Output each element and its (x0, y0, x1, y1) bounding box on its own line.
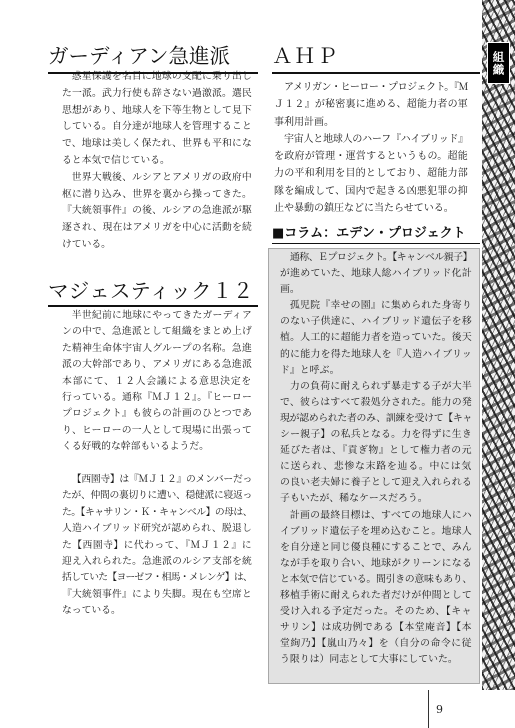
paragraph (62, 308, 252, 456)
paragraph (280, 508, 472, 669)
text-line: 計画の最終目標は、すべての地球人にハ (289, 509, 472, 521)
text-line: なっている。 (62, 605, 121, 617)
text-line: たが、仲間の裏切りに遭い、穏健派に寝返っ (62, 490, 252, 502)
text-line: サリン】は成功例である【本堂庵音】【本 (280, 622, 472, 634)
text-line: 現が認められた者のみ、訓練を受けて【キャ (280, 412, 472, 424)
section-body-majestic-12 (62, 308, 252, 620)
text-line: ンの中で、急進派として組織をまとめ上げ (62, 326, 252, 338)
text-line: くる好戦的な幹部もいるようだ。 (62, 441, 209, 453)
section-body-guardian-radicals (62, 69, 252, 254)
text-line: なが手を取り合い、地球がクリーンになる (280, 557, 472, 569)
column-heading-eden-project: ■コラム：エデン・プロジェクト (272, 226, 466, 241)
text-line: 力の負荷に耐えられず暴走する子が大半 (289, 380, 472, 392)
text-line: 堂絢乃】【嵐山乃々】を（自分の命令に従 (280, 638, 472, 650)
chapter-index-tab[interactable]: 組織 (487, 42, 510, 84)
text-line: 半世紀前に地球にやってきたガーディア (71, 310, 252, 321)
text-line: シー親子】の私兵となる。力を得ずに生き (280, 429, 472, 441)
text-line: 派の大幹部であり、アメリガにある急進派 (62, 359, 252, 371)
text-line: た。【キャサリン・Ｋ・キャンベル】の母は、 (62, 506, 252, 518)
text-line: 植。人工的に超能力者を造っていた。後天 (280, 332, 472, 344)
text-line: 受け入れる予定だった。そのため、【キャ (280, 606, 472, 618)
text-line: プロジェクト』も彼らの計画のひとつであ (62, 408, 252, 420)
text-line: 延びた者は、『貢ぎ物』として権力者の元 (280, 445, 472, 457)
column-body (280, 250, 472, 668)
text-line: 世界大戦後、ルシアとアメリガの政府中 (71, 171, 252, 183)
text-line: 迎え入れられた。急進派のルシア支部を統 (62, 556, 252, 568)
text-line: 『大統領事件』の後、ルシアの急進派が駆 (62, 205, 252, 217)
text-line: イブリッド遺伝子を埋め込むこと。地球人 (280, 525, 472, 537)
heading-rule (272, 243, 480, 244)
text-line: のない子供達に、ハイブリッド遺伝子を移 (280, 316, 472, 328)
text-line: 逐され、現在はアメリガを中心に活動を続 (62, 222, 252, 234)
section-heading-ahp: ＡＨＰ (272, 44, 340, 68)
paragraph (62, 472, 252, 620)
text-line: う限りは）同志として大事にしていた。 (280, 654, 458, 666)
text-line: Ｊ１２』が秘密裏に進める、超能力者の軍 (274, 99, 468, 111)
text-line: 本部にて、１２人会議による意思決定を (62, 375, 252, 387)
text-line: 事利用計画。 (274, 116, 334, 128)
paragraph (274, 131, 468, 217)
heading-rule (272, 72, 480, 74)
text-line: 的に能力を得た地球人を『人造ハイブリッ (280, 348, 472, 360)
text-line: 画。 (280, 284, 300, 296)
column-box (268, 248, 480, 684)
text-line: と本気で信じている。間引きの意味もあり、 (280, 573, 472, 585)
text-line: 宇宙人と地球人のハーフ『ハイブリッド』 (284, 133, 468, 145)
text-line: が進めていた、地球人総ハイブリッド化計 (280, 268, 472, 280)
text-line: 思想があり、地球人を下等生物として見下 (62, 104, 252, 116)
decorative-stripe-band (482, 0, 515, 690)
text-line: ると本気で信じている。 (62, 154, 170, 166)
text-line: の良い老夫婦に養子として迎え入れられる (280, 477, 472, 489)
text-line: 行っている。通称『ＭＪ１２』。『ヒーロー (62, 392, 252, 404)
paragraph (62, 170, 252, 254)
text-line: た一派。武力行使も辞さない過激派。選民 (62, 87, 252, 99)
text-line: た精神生命体宇宙人グループの名称。急進 (62, 342, 252, 354)
text-line: 人造ハイブリッド研究が認められ、脱退し (62, 523, 252, 535)
text-line: で、地球は美しく保たれ、世界も平和にな (62, 138, 252, 150)
paragraph (280, 250, 472, 298)
text-line: している。自分達が地球人を管理すること (62, 121, 252, 133)
text-line: 枢に潜り込み、世界を裏から操ってきた。 (62, 188, 252, 200)
text-line: 孤児院『幸せの園』に集められた身寄り (289, 300, 472, 312)
heading-rule (48, 305, 258, 307)
section-heading-majestic-12: マジェスティック１２ (48, 279, 254, 303)
text-line: 止や暴動の鎮圧などに当たらせている。 (274, 203, 454, 215)
text-line: 子もいたが、稀なケースだろう。 (280, 493, 428, 505)
section-body-ahp (274, 79, 468, 217)
text-line: に送られ、悲惨な末路を辿る。中には気 (280, 461, 472, 473)
text-line: 力の平和利用を目的としており、超能力部 (274, 168, 468, 180)
text-line: を政府が管理・運営するというもの。超能 (274, 151, 468, 163)
paragraph (274, 79, 468, 131)
text-line: 移植手術に耐えられた者だけが仲間として (280, 589, 472, 601)
page-number: 9 (436, 703, 443, 716)
paragraph (280, 379, 472, 508)
paragraph (280, 298, 472, 378)
text-line: り、ヒーローの一人として現場に出張って (62, 424, 252, 436)
section-heading-guardian-radicals: ガーディアン急進派 (48, 44, 231, 68)
text-line: アメリガン・ヒーロー・プロジェクト。『Ｍ (284, 82, 468, 93)
paragraph (62, 69, 252, 170)
text-line: で、彼らはすべて殺処分された。能力の発 (280, 396, 472, 408)
text-line: 【西園寺】は『ＭＪ１２』のメンバーだっ (71, 474, 252, 486)
text-line: ド』と呼ぶ。 (280, 364, 340, 376)
text-line: た【西園寺】に代わって、『ＭＪ１２』に (62, 539, 252, 551)
text-line: を自分達と同じ優良種にすることで、みん (280, 541, 472, 553)
text-line: 惑星保護を名目に地球の支配に乗り出し (71, 71, 252, 82)
page-number-rule (428, 690, 429, 728)
text-line: けている。 (62, 238, 111, 250)
text-line: 通称、Ｅプロジェクト。【キャンベル親子】 (289, 252, 472, 263)
text-line: 括していた【ヨーゼフ・相馬・メレンゲ】は、 (62, 572, 252, 584)
text-line: 隊を編成して、国内で起きる凶悪犯罪の抑 (274, 185, 468, 197)
text-line: 『大統領事件』により失脚。現在も空席と (62, 588, 252, 600)
